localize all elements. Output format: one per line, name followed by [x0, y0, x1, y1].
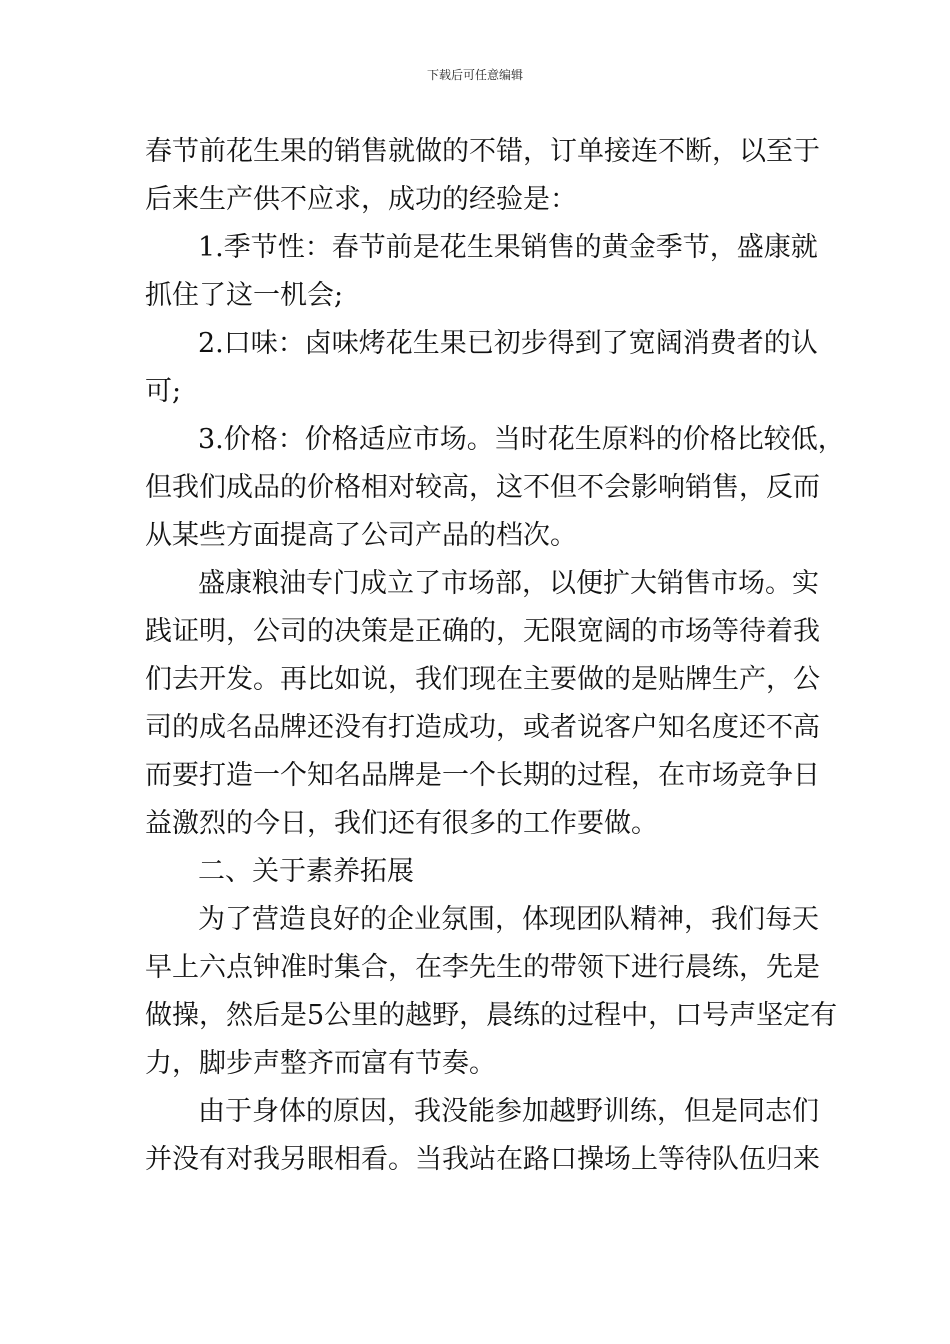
text-line: 为了营造良好的企业氛围，体现团队精神，我们每天 — [198, 904, 819, 935]
text-line: 后来生产供不应求，成功的经验是： — [145, 184, 577, 215]
text-line: 但我们成品的价格相对较高，这不但不会影响销售，反而 — [145, 472, 820, 503]
section-heading: 二、关于素养拓展 — [198, 856, 414, 887]
text-line: 早上六点钟准时集合，在李先生的带领下进行晨练，先是 — [145, 952, 820, 983]
text-line: 抓住了这一机会; — [145, 280, 344, 311]
text-line: 盛康粮油专门成立了市场部，以便扩大销售市场。实 — [198, 568, 819, 599]
text-line: 1.季节性：春节前是花生果销售的黄金季节，盛康就 — [198, 232, 818, 263]
text-line: 力，脚步声整齐而富有节奏。 — [145, 1048, 496, 1079]
text-line: 而要打造一个知名品牌是一个长期的过程，在市场竞争日 — [145, 760, 820, 791]
page-header: 下载后可任意编辑 — [426, 68, 523, 82]
text-line: 践证明，公司的决策是正确的，无限宽阔的市场等待着我 — [145, 616, 820, 647]
text-line: 们去开发。再比如说，我们现在主要做的是贴牌生产，公 — [145, 664, 820, 695]
text-line: 2.口味：卤味烤花生果已初步得到了宽阔消费者的认 — [198, 328, 818, 359]
text-line: 由于身体的原因，我没能参加越野训练，但是同志们 — [198, 1096, 819, 1127]
text-line: 益激烈的今日，我们还有很多的工作要做。 — [145, 808, 658, 839]
text-line: 司的成名品牌还没有打造成功，或者说客户知名度还不高 — [145, 712, 820, 743]
text-line: 并没有对我另眼相看。当我站在路口操场上等待队伍归来 — [145, 1144, 820, 1175]
text-line: 春节前花生果的销售就做的不错，订单接连不断，以至于 — [145, 136, 820, 167]
text-line: 可; — [145, 376, 182, 407]
text-line: 从某些方面提高了公司产品的档次。 — [145, 520, 577, 551]
document-body — [145, 128, 845, 1184]
text-line: 做操，然后是5公里的越野，晨练的过程中，口号声坚定有 — [145, 1000, 838, 1031]
text-line: 3.价格：价格适应市场。当时花生原料的价格比较低， — [198, 424, 845, 455]
